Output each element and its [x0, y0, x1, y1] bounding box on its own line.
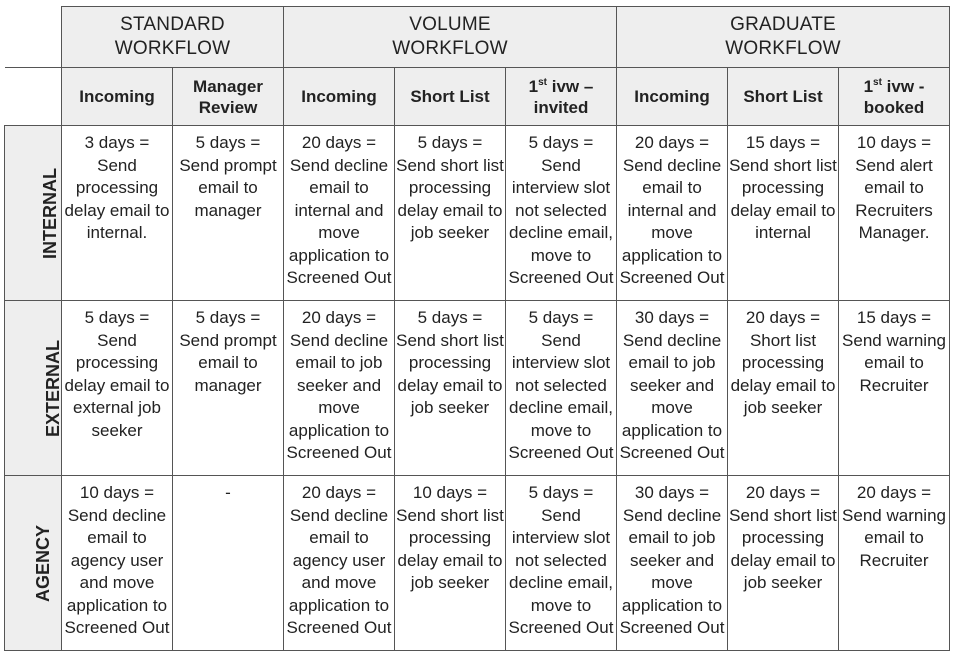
rule-text-line: processing — [741, 178, 825, 197]
row-header — [5, 126, 62, 301]
rule-text-line: email to — [864, 353, 924, 372]
rule-cell — [617, 301, 728, 476]
rule-text-line: email to job — [628, 353, 716, 372]
rule-text-line: job seeker — [410, 573, 490, 592]
rule-text-line: Send — [541, 330, 581, 350]
subheader-label: booked — [863, 97, 925, 117]
rule-text-line: application to — [621, 420, 723, 440]
row-header-label: EXTERNAL — [43, 339, 64, 437]
rule-text-line: move to — [530, 595, 592, 615]
table-row — [5, 126, 950, 301]
group-header-graduate — [617, 7, 950, 68]
rule-text-line: internal. — [86, 223, 148, 242]
rule-text-line: delay email to — [64, 200, 170, 220]
subheader-volume-incoming — [284, 68, 395, 126]
rule-text-line: processing — [408, 353, 492, 372]
rule-text-line: Screened Out — [619, 443, 725, 462]
rule-text-line: 5 days = — [528, 133, 594, 152]
rule-text-line: processing — [75, 178, 159, 197]
subheader-label: ivw – — [547, 76, 594, 96]
rule-text-line: email to — [309, 178, 369, 197]
rule-cell — [617, 126, 728, 301]
rule-cell — [62, 476, 173, 651]
rule-text-line: Recruiter — [859, 550, 929, 570]
subheader-label: Short List — [410, 87, 490, 106]
rule-text-line: Send — [541, 505, 581, 525]
rule-text-line: 10 days = — [856, 133, 932, 152]
rule-cell — [173, 126, 284, 301]
rule-text-line: move — [651, 398, 693, 417]
group-label: VOLUME — [409, 14, 491, 35]
rule-text-line: email to — [198, 353, 258, 372]
rule-text-line: internal and — [627, 200, 717, 220]
rule-text-line: Screened Out — [286, 268, 392, 287]
rule-text-line: delay email to — [397, 375, 503, 395]
rule-cell — [506, 126, 617, 301]
group-label: WORKFLOW — [114, 38, 231, 59]
rule-text-line: move — [318, 223, 360, 242]
rule-text-line: application to — [288, 595, 390, 615]
rule-cell — [506, 301, 617, 476]
subheader-graduate-incoming — [617, 68, 728, 126]
rule-text-line: delay email to — [730, 550, 836, 570]
rule-text-line: agency user — [70, 550, 164, 570]
rule-text-line: interview slot — [511, 178, 611, 197]
rule-cell — [173, 301, 284, 476]
rule-text-line: interview slot — [511, 528, 611, 547]
rule-text-line: Send decline — [289, 505, 389, 525]
rule-text-line: Send decline — [622, 505, 722, 525]
subheader-label: 1 — [528, 76, 539, 96]
rule-text-line: Send short list — [396, 330, 504, 350]
rule-text-line: processing — [741, 353, 825, 372]
rule-text-line: email to — [309, 528, 369, 547]
row-header-label: INTERNAL — [40, 167, 60, 259]
rule-text-line: seeker — [91, 420, 143, 440]
rule-text-line: 20 days = — [301, 483, 377, 502]
rule-text-line: and move — [79, 573, 155, 592]
rule-text-line: 5 days = — [195, 308, 261, 327]
rule-cell — [62, 126, 173, 301]
subheader-graduate-first-interview-booked — [839, 68, 950, 126]
rule-text-line: processing — [741, 528, 825, 547]
group-label: STANDARD — [120, 14, 225, 35]
rule-text-line: job seeker — [743, 398, 823, 417]
rule-text-line: Screened Out — [619, 618, 725, 637]
rule-text-line: Send decline — [289, 155, 389, 175]
group-header-standard — [62, 7, 284, 68]
rule-text-line: Send decline — [289, 330, 389, 350]
rule-text-line: application to — [288, 245, 390, 265]
rule-cell — [839, 301, 950, 476]
subheader-label: invited — [533, 97, 589, 117]
sub-header-row — [5, 68, 950, 126]
rule-text-line: Send prompt — [179, 155, 277, 175]
rule-text-line: decline email, — [509, 398, 613, 417]
rule-text-line: decline email, — [509, 223, 613, 242]
rule-cell — [395, 476, 506, 651]
rule-text-line: not selected — [515, 550, 607, 570]
table-row — [5, 476, 950, 651]
rule-text-line: manager — [194, 375, 262, 395]
rule-cell — [284, 301, 395, 476]
subheader-standard-manager-review — [173, 68, 284, 126]
rule-text-line: agency user — [292, 550, 386, 570]
rule-text-line: 20 days = — [745, 483, 821, 502]
rule-text-line: Send short list — [729, 505, 837, 525]
group-label: WORKFLOW — [392, 38, 508, 59]
rule-text-line: processing — [408, 178, 492, 197]
rule-text-line: move to — [530, 245, 592, 265]
rule-text-line: seeker and — [629, 375, 715, 395]
rule-text-line: 15 days = — [856, 308, 932, 327]
rule-text-line: email to — [87, 528, 147, 547]
rule-text-line: 5 days = — [195, 133, 261, 152]
rule-text-line: application to — [621, 595, 723, 615]
rule-text-line: 3 days = — [84, 133, 150, 152]
rule-text-line: 5 days = — [528, 308, 594, 327]
rule-text-line: move — [651, 573, 693, 592]
rule-text-line: 5 days = — [528, 483, 594, 502]
rule-text-line: email to job — [628, 528, 716, 547]
row-header — [5, 301, 62, 476]
rule-text-line: 20 days = — [301, 308, 377, 327]
rule-text-line: 30 days = — [634, 308, 710, 327]
row-header-label: AGENCY — [33, 524, 54, 602]
rule-text-line: seeker and — [629, 550, 715, 570]
rule-text-line: - — [225, 483, 231, 502]
rule-text-line: email to — [642, 178, 702, 197]
rule-text-line: 20 days = — [301, 133, 377, 152]
row-header — [5, 476, 62, 651]
rule-text-line: Send decline — [622, 330, 722, 350]
subheader-volume-short-list — [395, 68, 506, 126]
rule-text-line: internal — [755, 223, 811, 242]
rule-text-line: Send — [541, 155, 581, 175]
rule-text-line: Recruiters — [855, 200, 933, 220]
rule-text-line: move to — [530, 420, 592, 440]
rule-text-line: internal and — [294, 200, 384, 220]
rule-cell — [728, 476, 839, 651]
rule-text-line: job seeker — [743, 573, 823, 592]
subheader-label: Incoming — [79, 87, 155, 106]
rule-text-line: 10 days = — [412, 483, 488, 502]
rule-text-line: 20 days = — [856, 483, 932, 502]
rule-text-line: email to — [864, 528, 924, 547]
rule-text-line: processing — [75, 353, 159, 372]
rule-text-line: 20 days = — [745, 308, 821, 327]
rule-text-line: Screened Out — [508, 268, 614, 287]
rule-text-line: email to — [198, 178, 258, 197]
rule-text-line: Send prompt — [179, 330, 277, 350]
rule-cell — [284, 476, 395, 651]
rule-text-line: application to — [66, 595, 168, 615]
rule-text-line: Send warning — [842, 330, 946, 350]
rule-text-line: manager — [194, 200, 262, 220]
subheader-label: 1 — [863, 76, 874, 96]
rule-text-line: not selected — [515, 375, 607, 395]
subheader-label: st — [538, 76, 548, 88]
rule-text-line: Send short list — [396, 505, 504, 525]
rule-cell — [728, 301, 839, 476]
rule-text-line: Manager. — [858, 223, 930, 242]
rule-text-line: delay email to — [730, 375, 836, 395]
rule-text-line: 15 days = — [745, 133, 821, 152]
rule-text-line: delay email to — [397, 200, 503, 220]
corner-cell — [5, 68, 62, 126]
rule-text-line: 20 days = — [634, 133, 710, 152]
rule-text-line: 10 days = — [79, 483, 155, 502]
rule-text-line: Screened Out — [64, 618, 170, 637]
group-label: GRADUATE — [730, 14, 836, 35]
rule-text-line: email to — [864, 178, 924, 197]
rule-text-line: not selected — [515, 200, 607, 220]
subheader-label: Incoming — [301, 87, 377, 106]
rule-text-line: processing — [408, 528, 492, 547]
rule-text-line: 5 days = — [417, 133, 483, 152]
group-label: WORKFLOW — [725, 38, 841, 59]
rule-text-line: 5 days = — [84, 308, 150, 327]
rule-cell — [839, 126, 950, 301]
rule-text-line: email to job — [295, 353, 383, 372]
rule-text-line: delay email to — [397, 550, 503, 570]
table-row — [5, 301, 950, 476]
corner-cell — [5, 7, 62, 68]
rule-cell — [506, 476, 617, 651]
rule-text-line: decline email, — [509, 573, 613, 592]
subheader-label: Manager — [193, 76, 263, 96]
rule-text-line: Screened Out — [286, 618, 392, 637]
subheader-label: Short List — [743, 87, 823, 106]
group-header-volume — [284, 7, 617, 68]
rule-text-line: Recruiter — [859, 375, 929, 395]
subheader-label: st — [873, 76, 882, 88]
subheader-graduate-short-list — [728, 68, 839, 126]
rule-cell — [395, 126, 506, 301]
subheader-volume-first-interview-invited — [506, 68, 617, 126]
rule-text-line: move — [651, 223, 693, 242]
rule-text-line: Screened Out — [286, 443, 392, 462]
rule-text-line: delay email to — [64, 375, 170, 395]
rule-text-line: Send short list — [396, 155, 504, 175]
rule-text-line: delay email to — [730, 200, 836, 220]
rule-cell — [617, 476, 728, 651]
rule-text-line: interview slot — [511, 353, 611, 372]
rule-text-line: Send — [97, 155, 137, 175]
subheader-label: Incoming — [634, 87, 710, 106]
rule-text-line: Send — [97, 330, 137, 350]
rule-text-line: Screened Out — [619, 268, 725, 287]
rule-text-line: 30 days = — [634, 483, 710, 502]
rule-text-line: Send warning — [842, 505, 946, 525]
rule-text-line: Screened Out — [508, 618, 614, 637]
rule-cell — [395, 301, 506, 476]
rule-text-line: Screened Out — [508, 443, 614, 462]
group-header-row — [5, 7, 950, 68]
rule-text-line: external job — [73, 398, 161, 417]
subheader-label: Review — [198, 97, 258, 117]
rule-text-line: Send decline — [67, 505, 167, 525]
rule-text-line: seeker and — [296, 375, 382, 395]
rule-text-line: application to — [621, 245, 723, 265]
rule-cell — [839, 476, 950, 651]
rule-cell — [173, 476, 284, 651]
rule-text-line: Send alert — [855, 155, 933, 175]
rule-cell — [62, 301, 173, 476]
workflow-table — [4, 6, 950, 651]
rule-cell — [728, 126, 839, 301]
rule-text-line: move — [318, 398, 360, 417]
rule-text-line: job seeker — [410, 398, 490, 417]
rule-cell — [284, 126, 395, 301]
rule-text-line: Send short list — [729, 155, 837, 175]
rule-text-line: 5 days = — [417, 308, 483, 327]
table-body — [5, 126, 950, 651]
subheader-standard-incoming — [62, 68, 173, 126]
rule-text-line: application to — [288, 420, 390, 440]
rule-text-line: job seeker — [410, 223, 490, 242]
rule-text-line: Send decline — [622, 155, 722, 175]
rule-text-line: and move — [301, 573, 377, 592]
subheader-label: ivw - — [881, 76, 925, 96]
rule-text-line: Short list — [749, 330, 817, 350]
